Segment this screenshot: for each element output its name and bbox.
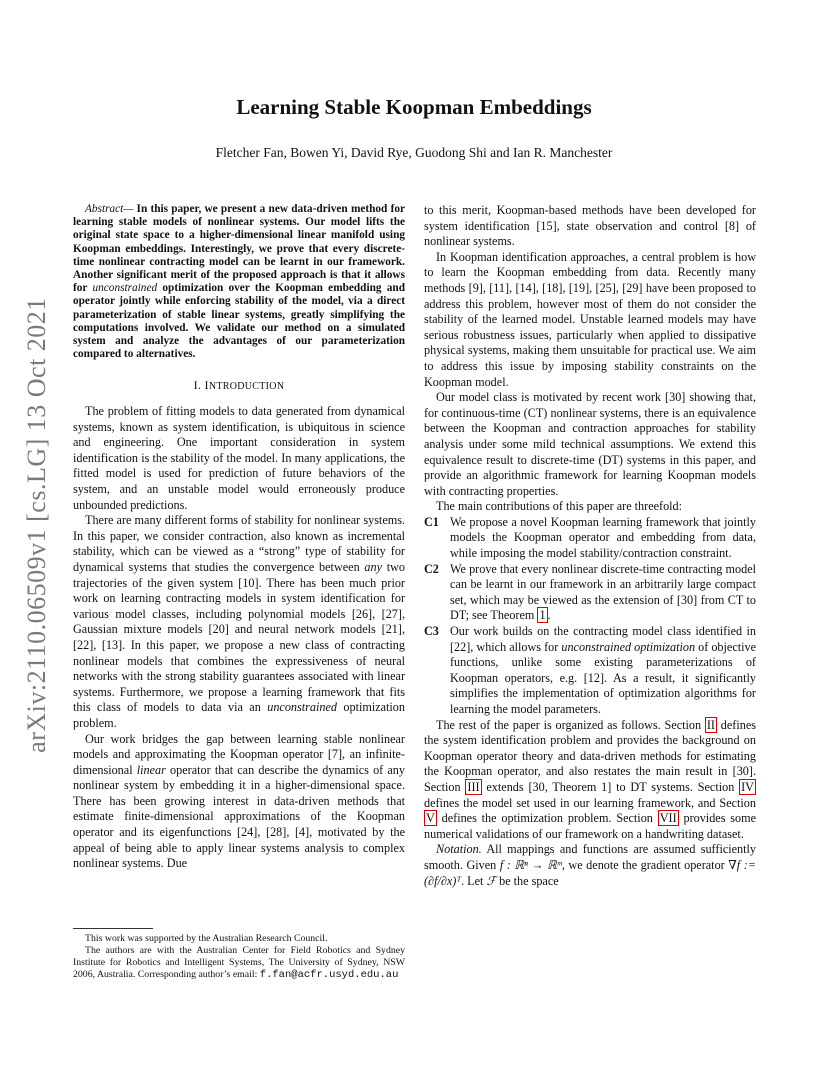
- contribution-tag: C1: [424, 514, 439, 529]
- paper-authors: Fletcher Fan, Bowen Yi, David Rye, Guodong Shi and Ian R. Manchester: [215, 145, 613, 160]
- contribution-text: Our work builds on the contracting model class identified in [22], which allows for: [450, 624, 756, 654]
- emph-run: unconstrained: [267, 700, 337, 715]
- section-link-iii[interactable]: III: [467, 779, 480, 794]
- right-paragraph-3: Our model class is motivated by recent work [30] showing that, for continuous-time (CT) nonlinear systems, there is an equivalence between the Koopman and contraction approaches for stability analysis under some mild technical assumptions. We extend this equivalence result to discrete-time (DT) systems in this paper, and provide an algorithmic framework for learning Koopman models with contracting properties.: [424, 390, 756, 498]
- intro-paragraph-1: The problem of fitting models to data generated from dynamical systems, known as system identification, is ubiquitous in science and engineering. One important consideration in system identification is the stability of the model. In many applications, the fitted model is used for prediction of future behaviors of the system, and an unstable model would erroneously produce unbounded predictions.: [73, 404, 405, 512]
- intro-paragraph-2: [73, 513, 405, 731]
- section-link-iv[interactable]: IV: [741, 779, 754, 794]
- right-paragraph-4: The main contributions of this paper are threefold:: [436, 499, 683, 514]
- arxiv-side-stamp: [22, 290, 52, 760]
- intro-paragraph-3: [73, 732, 405, 872]
- text-run: defines the system identification problem and provides the background on Koopman operator theory and data-driven methods for estimating the Koopman operator, and also restates the main result in [30]. Section: [424, 717, 756, 794]
- abstract-emph: unconstrained: [92, 282, 158, 295]
- footnotes: [73, 928, 405, 981]
- arxiv-identifier: arXiv:2110.06509v1 [cs.LG] 13 Oct 2021: [22, 297, 52, 753]
- section-number: I.: [193, 378, 205, 393]
- contribution-tag: C2: [424, 561, 439, 576]
- text-run: defines the model set used in our learning framework, and Section: [424, 795, 756, 810]
- section-title-rest: NTRODUCTION: [208, 381, 285, 393]
- section-link-vii[interactable]: VII: [659, 811, 677, 826]
- text-run: two trajectories of the given system [10]. There has been much prior work on learning contracting models in system identification for various model classes, including polynomial models [26], [27], Gaussian mixture models [20] and neural network models [21], [22], [13]. In this paper, we propose a new class of contracting nonlinear models that combines the expressiveness of neural networks with the strong stability guarantees associated with linear systems. Furthermore, we propose a learning framework that fits this class of models to data via an: [73, 559, 406, 715]
- text-run: provides some numerical validations of our framework on a handwriting dataset.: [424, 811, 757, 841]
- emph-run: any: [364, 559, 382, 574]
- text-run: Our work bridges the gap between learning stable nonlinear models and approximating the Koopman operator [7], an infinite-dimensional: [73, 731, 405, 777]
- text-run: operator that can describe the dynamics of any nonlinear system by embedding it in a higher-dimensional space. There has been growing interest in data-driven methods that estimate finite-dimensional approximations of the Koopman operator and its eigenfunctions [24], [28], [4], motivated by the appeal of being able to apply linear systems analysis to complex nonlinear systems. Due: [73, 762, 405, 871]
- affiliation-text: The authors are with the Australian Center for Field Robotics and Sydney Institute for Robotics and Intelligent Systems, The University of Sydney, NSW 2006, Australia. Corresponding author’s email:: [73, 945, 405, 980]
- math-run: f : ℝⁿ → ℝᵐ: [499, 857, 562, 872]
- footnote-funding: This work was supported by the Australian Research Council.: [85, 933, 328, 944]
- text-run: of objective functions, unlike some existing parameterizations of Koopman operators, e.g. [12]. As a result, it significantly simplifies the implementation of optimization algorithms for learning the model parameters.: [450, 639, 757, 716]
- section-first-letter: I: [204, 378, 209, 393]
- author-email[interactable]: f.fan@acfr.usyd.edu.au: [259, 969, 399, 981]
- text-run: defines the optimization problem. Section: [436, 811, 658, 826]
- text-run: .: [547, 608, 551, 623]
- math-run: ℱ: [486, 873, 497, 888]
- right-paragraph-1: to this merit, Koopman-based methods have been developed for system identification [15], state observation and control [8] of nonlinear systems.: [424, 203, 756, 249]
- contribution-text: We propose a novel Koopman learning framework that jointly models the Koopman operator and embedding from data, while imposing the model stability/contraction constraint.: [450, 514, 756, 561]
- text-run: extends [30, Theorem 1] to DT systems. Section: [481, 779, 740, 794]
- right-paragraph-outline: [424, 718, 756, 843]
- left-column: [73, 203, 405, 872]
- contribution-c3: [424, 624, 756, 718]
- math-run: ∇f := (∂f/∂x)ᵀ: [424, 857, 756, 888]
- text-run: There are many different forms of stability for nonlinear systems. In this paper, we consider contraction, also known as incremental stability, which can be viewed as a “strong” type of stability for dynamical systems that studies the convergence between: [73, 513, 405, 574]
- abstract-text-2: optimization over the Koopman embedding and operator jointly while enforcing stability of the model, via a direct parameterization of stable linear systems, greatly simplifying the computations involved. We validate our method on a simulated system and analyze the advantages of our parameterization compared to alternatives.: [73, 282, 406, 361]
- footnote-affiliation: [73, 945, 405, 981]
- emph-run: linear: [136, 762, 166, 777]
- right-paragraph-notation: [424, 842, 756, 889]
- contribution-c2: [424, 562, 756, 624]
- paper-title: Learning Stable Koopman Embeddings: [236, 95, 592, 119]
- abstract-text-1: In this paper, we present a new data-driven method for learning stable models of nonlinear systems. Our model lifts the original state space to a higher-dimensional linear manifold using Koopman embeddings. Interestingly, we prove that every discrete-time nonlinear contracting model can be learnt in our framework. Another significant merit of the proposed approach is that it allows for: [73, 203, 405, 295]
- text-run: , we denote the gradient operator: [561, 857, 729, 872]
- right-paragraph-2: In Koopman identification approaches, a central problem is how to learn the Koopman embedding from data. Recently many methods [9], [11], [14], [18], [19], [25], [29] have been proposed to address this problem, however most of them do not consider the stability of the learned model. Unstable learned models may have serious robustness issues, particularly when applied to dissipative physical systems, making them unsuitable for practical use. We aim to address this issue by imposing stability constraints on the Koopman model.: [424, 249, 756, 389]
- contribution-tag: C3: [424, 624, 439, 639]
- contribution-c1: [424, 515, 756, 562]
- text-run: . Let: [461, 873, 487, 888]
- notation-label: Notation.: [436, 842, 482, 857]
- emph-run: unconstrained optimization: [561, 639, 696, 654]
- abstract: [73, 203, 405, 361]
- right-column: [424, 203, 756, 889]
- footnote-rule: [73, 928, 153, 929]
- contribution-text: We prove that every nonlinear discrete-time contracting model can be learnt in our framework in an arbitrarily large compact set, which may be viewed as the extension of [30] from CT to DT; see Theorem: [450, 561, 756, 623]
- section-heading-introduction: [73, 378, 405, 395]
- abstract-label: Abstract—: [85, 203, 134, 215]
- theorem-link[interactable]: 1: [539, 608, 546, 623]
- section-link-v[interactable]: V: [426, 811, 435, 826]
- section-link-ii[interactable]: II: [706, 717, 715, 732]
- text-run: All mappings and functions are assumed sufficiently smooth. Given: [424, 842, 756, 872]
- text-run: The rest of the paper is organized as follows. Section: [436, 717, 705, 732]
- text-run: optimization problem.: [73, 700, 405, 730]
- text-run: be the space: [496, 873, 559, 888]
